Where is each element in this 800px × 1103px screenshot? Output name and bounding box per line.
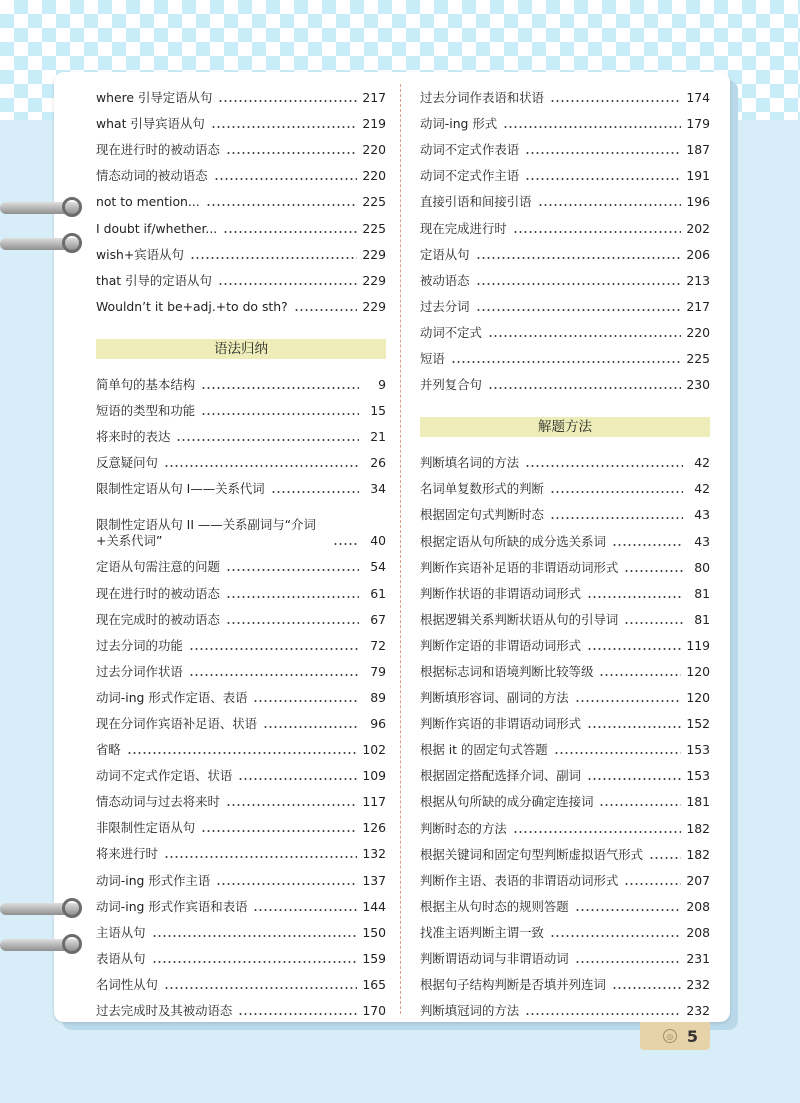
dot-leader (538, 204, 682, 206)
toc-entry-title: 现在进行时的被动语态 (96, 585, 220, 601)
toc-entry (420, 863, 710, 889)
toc-entry-title: 根据逻辑关系判断状语从句的引导词 (420, 611, 619, 627)
toc-entry-page: 80 (694, 559, 710, 575)
page-number-tab (640, 1022, 710, 1050)
toc-entry-title: 情态动词的被动语态 (96, 168, 208, 184)
toc-entry-page: 179 (686, 116, 710, 132)
toc-entry (96, 836, 386, 862)
toc-entry-title: 名词单复数形式的判断 (420, 481, 544, 497)
toc-entry (420, 184, 710, 210)
toc-entry-page: 54 (370, 559, 386, 575)
toc-entry-page: 217 (362, 90, 386, 106)
toc-entry (420, 132, 710, 158)
dot-leader (587, 648, 681, 650)
toc-entry-title: 并列复合句 (420, 377, 482, 393)
dot-leader (624, 883, 681, 885)
dot-leader (612, 544, 683, 546)
toc-entry-title: that 引导的定语从句 (96, 272, 212, 288)
toc-entry (420, 837, 710, 863)
toc-entry (420, 576, 710, 602)
dot-leader (152, 935, 358, 937)
dot-leader (333, 543, 359, 545)
toc-entry-title: 直接引语和间接引语 (420, 194, 532, 210)
dot-leader (214, 178, 358, 180)
toc-entry-page: 225 (362, 220, 386, 236)
binder-ring-1 (0, 197, 86, 219)
toc-entry-title: 简单句的基本结构 (96, 376, 196, 392)
toc-entry-title: where 引导定语从句 (96, 90, 213, 106)
toc-entry-title: 判断填冠词的方法 (420, 1003, 520, 1019)
dot-leader (152, 961, 358, 963)
dot-leader (238, 778, 357, 780)
toc-entry-page: 81 (694, 611, 710, 627)
toc-entry-title: 被动语态 (420, 272, 470, 288)
toc-entry (96, 602, 386, 628)
binder-ring-4 (0, 934, 86, 956)
toc-entry-page: 120 (686, 663, 710, 679)
toc-list-methods (420, 445, 710, 1019)
dot-leader (575, 961, 682, 963)
dot-leader (488, 335, 681, 337)
toc-entry-page: 61 (370, 585, 386, 601)
toc-entry-title: 限制性定语从句 II ——关系副词与“介词+关系代词” (96, 517, 316, 549)
toc-entry (96, 184, 386, 210)
toc-entry-title: 判断谓语动词与非谓语动词 (420, 951, 569, 966)
dot-leader (525, 152, 681, 154)
toc-entry (420, 158, 710, 184)
toc-entry-page: 109 (362, 768, 386, 784)
toc-entry-title: 找准主语判断主谓一致 (420, 924, 544, 940)
toc-entry (420, 654, 710, 680)
dot-leader (575, 700, 682, 702)
toc-entry-title: wish+宾语从句 (96, 246, 184, 262)
dot-leader (189, 674, 359, 676)
dot-leader (599, 804, 681, 806)
dot-leader (226, 596, 359, 598)
toc-entry-title: 根据关键词和固定句型判断虚拟语气形式 (420, 846, 644, 862)
toc-entry (96, 158, 386, 184)
toc-entry-title: 判断作宾语补足语的非谓语动词形式 (420, 559, 619, 575)
toc-entry-page: 137 (362, 872, 386, 888)
toc-entry-page: 89 (370, 689, 386, 705)
toc-entry-title: 根据句子结构判断是否填并列连词 (420, 977, 606, 993)
toc-entry-page: 26 (370, 455, 386, 471)
toc-entry (96, 289, 386, 315)
toc-entry-title: 动词-ing 形式作定语、表语 (96, 689, 248, 705)
toc-entry-title: 现在进行时的被动语态 (96, 142, 220, 158)
toc-entry-page: 42 (694, 455, 710, 471)
toc-entry (420, 106, 710, 132)
dot-leader (226, 804, 357, 806)
toc-entry-title: 名词性从句 (96, 976, 158, 992)
toc-entry (96, 419, 386, 445)
toc-entry (420, 941, 710, 967)
toc-entry-page: 67 (370, 611, 386, 627)
toc-entry (420, 497, 710, 523)
toc-entry-title: 动词-ing 形式作主语 (96, 872, 211, 888)
toc-entry (96, 393, 386, 419)
toc-entry-page: 208 (686, 898, 710, 914)
toc-entry (96, 784, 386, 810)
toc-entry (420, 628, 710, 654)
toc-entry-title: 非限制性定语从句 (96, 820, 196, 836)
toc-entry-page: 232 (686, 1003, 710, 1019)
dot-leader (550, 517, 683, 519)
toc-entry-title: 根据固定句式判断时态 (420, 507, 544, 523)
toc-entry-title: 现在完成时的被动语态 (96, 611, 220, 627)
toc-entry-page: 120 (686, 690, 710, 706)
toc-entry-page: 232 (686, 977, 710, 993)
toc-entry-title: 判断作主语、表语的非谓语动词形式 (420, 872, 619, 888)
toc-entry-page: 9 (378, 376, 386, 392)
toc-entry (96, 993, 386, 1019)
dot-leader (190, 257, 358, 259)
toc-entry (420, 732, 710, 758)
toc-entry (420, 967, 710, 993)
toc-entry-title: 动词不定式作表语 (420, 142, 520, 158)
toc-entry-page: 132 (362, 846, 386, 862)
toc-entry (420, 471, 710, 497)
toc-entry (96, 549, 386, 575)
toc-entry (420, 263, 710, 289)
dot-leader (587, 726, 681, 728)
toc-entry-page: 153 (686, 742, 710, 758)
binder-ring-3 (0, 898, 86, 920)
toc-entry-page: 196 (686, 194, 710, 210)
dot-leader (164, 465, 359, 467)
toc-entry (96, 862, 386, 888)
toc-entry-page: 187 (686, 142, 710, 158)
dot-leader (476, 283, 682, 285)
dot-leader (127, 752, 358, 754)
toc-entry-page: 43 (694, 507, 710, 523)
dot-leader (451, 361, 682, 363)
toc-entry-page: 229 (362, 298, 386, 314)
dot-leader (587, 596, 683, 598)
toc-entry (96, 132, 386, 158)
toc-entry-page: 206 (686, 246, 710, 262)
section-title-methods: 解题方法 (420, 417, 710, 437)
binder-ring-2 (0, 233, 86, 255)
toc-entry-title: 主语从句 (96, 924, 146, 940)
toc-list-left-top (96, 80, 386, 315)
toc-entry-title: 判断填名词的方法 (420, 455, 520, 471)
toc-entry-page: 72 (370, 637, 386, 653)
dot-leader (624, 622, 683, 624)
dot-leader (223, 231, 357, 233)
toc-entry-page: 150 (362, 924, 386, 940)
toc-entry-page: 40 (370, 533, 386, 549)
dot-leader (550, 935, 681, 937)
toc-entry (420, 810, 710, 836)
toc-entry-page: 231 (686, 951, 710, 966)
toc-entry (420, 680, 710, 706)
toc-entry-page: 219 (362, 116, 386, 132)
column-divider (400, 84, 401, 1014)
dot-leader (575, 909, 682, 911)
toc-entry-title: 动词-ing 形式作宾语和表语 (96, 898, 248, 914)
toc-entry-page: 220 (362, 168, 386, 184)
toc-entry (96, 967, 386, 993)
toc-entry-page: 213 (686, 272, 710, 288)
toc-entry-page: 174 (686, 90, 710, 106)
toc-entry-page: 159 (362, 950, 386, 966)
toc-entry (96, 367, 386, 393)
toc-entry-title: Wouldn’t it be+adj.+to do sth? (96, 298, 288, 314)
toc-entry-title: 定语从句需注意的问题 (96, 559, 220, 575)
toc-entry-title: 过去分词 (420, 298, 470, 314)
toc-entry (96, 237, 386, 263)
toc-entry-title: 限制性定语从句 I——关系代词 (96, 481, 265, 497)
toc-entry-page: 81 (694, 585, 710, 601)
dot-leader (513, 231, 682, 233)
toc-entry-page: 170 (362, 1003, 386, 1018)
dot-leader (206, 204, 358, 206)
toc-entry-title: 判断作定语的非谓语动词形式 (420, 637, 582, 653)
toc-entry (420, 445, 710, 471)
toc-entry (96, 654, 386, 680)
dot-leader (554, 752, 682, 754)
toc-entry (96, 758, 386, 784)
toc-entry (96, 889, 386, 915)
toc-entry (96, 445, 386, 471)
toc-entry-page: 102 (362, 742, 386, 758)
toc-entry-page: 220 (686, 324, 710, 340)
toc-entry (96, 263, 386, 289)
toc-entry-page: 182 (686, 820, 710, 836)
toc-entry-page: 225 (362, 194, 386, 210)
toc-entry-page: 117 (362, 794, 386, 810)
toc-entry-page: 165 (362, 976, 386, 992)
toc-entry-title: 判断时态的方法 (420, 820, 507, 836)
dot-leader (164, 987, 357, 989)
toc-entry-title: I doubt if/whether... (96, 220, 218, 236)
toc-entry-page: 42 (694, 481, 710, 497)
toc-entry-page: 230 (686, 377, 710, 393)
dot-leader (189, 648, 359, 650)
page-number: 5 (686, 1026, 698, 1046)
toc-entry-page: 21 (370, 429, 386, 445)
toc-entry-page: 220 (362, 142, 386, 158)
dot-leader (294, 309, 358, 311)
dot-leader (216, 883, 357, 885)
dot-leader (271, 491, 359, 493)
toc-entry (420, 706, 710, 732)
toc-entry-title: what 引导宾语从句 (96, 116, 205, 132)
dot-leader (218, 100, 357, 102)
toc-entry (420, 210, 710, 236)
dot-leader (587, 778, 681, 780)
toc-entry-title: 短语的类型和功能 (96, 403, 196, 419)
toc-entry (96, 210, 386, 236)
dot-leader (503, 126, 681, 128)
dot-leader (599, 674, 681, 676)
toc-entry-title: 过去分词的功能 (96, 637, 183, 653)
toc-entry-page: 153 (686, 768, 710, 784)
dot-leader (226, 622, 359, 624)
toc-entry-page: 15 (370, 403, 386, 419)
toc-entry (420, 550, 710, 576)
toc-entry (96, 497, 386, 549)
toc-entry (420, 315, 710, 341)
toc-entry-page: 144 (362, 898, 386, 914)
dot-leader (624, 570, 683, 572)
toc-list-grammar (96, 367, 386, 1019)
dot-leader (476, 309, 682, 311)
dot-leader (218, 283, 358, 285)
toc-entry-page: 217 (686, 298, 710, 314)
toc-entry-title: 反意疑问句 (96, 455, 158, 471)
toc-entry (420, 602, 710, 628)
toc-entry-page: 43 (694, 533, 710, 549)
dot-leader (513, 831, 682, 833)
toc-entry (420, 237, 710, 263)
toc-entry-title: 现在完成进行时 (420, 220, 507, 236)
toc-entry-page: 119 (686, 637, 710, 653)
toc-entry (420, 523, 710, 549)
toc-entry-title: 根据固定搭配选择介词、副词 (420, 768, 582, 784)
toc-entry-title: 根据定语从句所缺的成分选关系词 (420, 533, 606, 549)
toc-entry-title: 根据从句所缺的成分确定连接词 (420, 794, 594, 810)
toc-entry-page: 208 (686, 924, 710, 940)
toc-entry-title: 根据标志词和语境判断比较等级 (420, 663, 594, 679)
toc-entry (420, 341, 710, 367)
toc-entry (420, 758, 710, 784)
toc-entry (420, 80, 710, 106)
toc-entry-title: 判断作宾语的非谓语动词形式 (420, 716, 582, 732)
toc-entry (420, 367, 710, 393)
toc-entry-title: 判断填形容词、副词的方法 (420, 690, 569, 706)
dot-leader (263, 726, 359, 728)
toc-entry-title: 动词-ing 形式 (420, 116, 498, 132)
dot-leader (238, 1013, 357, 1015)
toc-entry (96, 732, 386, 758)
dot-leader (476, 257, 682, 259)
dot-leader (201, 413, 359, 415)
toc-entry-title: 动词不定式 (420, 324, 482, 340)
toc-entry-page: 225 (686, 351, 710, 367)
toc-entry-page: 182 (686, 846, 710, 862)
dot-leader (211, 126, 358, 128)
toc-entry (420, 784, 710, 810)
toc-entry-title: 过去分词作表语和状语 (420, 90, 544, 106)
toc-entry-title: 动词不定式作定语、状语 (96, 768, 233, 784)
toc-entry-page: 191 (686, 168, 710, 184)
toc-list-right-top (420, 80, 710, 393)
toc-entry (96, 810, 386, 836)
dot-leader (525, 1013, 681, 1015)
dot-leader (550, 100, 681, 102)
left-column (96, 80, 386, 1019)
dot-leader (488, 387, 681, 389)
dot-leader (525, 178, 681, 180)
toc-entry (96, 106, 386, 132)
toc-entry (96, 680, 386, 706)
dot-leader (226, 152, 357, 154)
toc-entry-title: 表语从句 (96, 950, 146, 966)
toc-entry-title: 短语 (420, 351, 445, 367)
toc-entry (420, 993, 710, 1019)
dot-leader (164, 856, 357, 858)
toc-entry (420, 889, 710, 915)
toc-entry-page: 181 (686, 794, 710, 810)
toc-entry-title: 情态动词与过去将来时 (96, 794, 220, 810)
toc-entry-page: 79 (370, 663, 386, 679)
toc-entry-title: 省略 (96, 742, 121, 758)
toc-entry-title: 将来进行时 (96, 846, 158, 862)
toc-entry-title: not to mention... (96, 194, 200, 210)
toc-entry-title: 判断作状语的非谓语动词形式 (420, 585, 582, 601)
dot-leader (649, 857, 681, 859)
toc-entry-page: 96 (370, 715, 386, 731)
toc-entry-page: 126 (362, 820, 386, 836)
toc-entry-title: 根据主从句时态的规则答题 (420, 898, 569, 914)
toc-entry-page: 152 (686, 716, 710, 732)
toc-entry-title: 将来时的表达 (96, 429, 171, 445)
toc-entry-page: 207 (686, 872, 710, 888)
toc-entry (96, 915, 386, 941)
toc-entry-title: 现在分词作宾语补足语、状语 (96, 715, 258, 731)
toc-entry (420, 915, 710, 941)
toc-entry (96, 628, 386, 654)
toc-entry-title: 过去分词作状语 (96, 663, 183, 679)
toc-entry-page: 229 (362, 246, 386, 262)
dot-leader (253, 700, 359, 702)
toc-entry-page: 202 (686, 220, 710, 236)
dot-leader (226, 569, 359, 571)
dot-leader (253, 909, 357, 911)
dot-leader (525, 465, 683, 467)
toc-entry-page: 34 (370, 481, 386, 497)
toc-entry-title: 动词不定式作主语 (420, 168, 520, 184)
dot-leader (612, 987, 681, 989)
dot-leader (201, 830, 357, 832)
toc-entry (420, 289, 710, 315)
right-column (420, 80, 710, 1019)
toc-entry (96, 941, 386, 967)
toc-entry (96, 80, 386, 106)
toc-entry-title: 定语从句 (420, 246, 470, 262)
toc-entry (96, 706, 386, 732)
section-title-grammar: 语法归纳 (96, 339, 386, 359)
logo-icon: ◎ (663, 1029, 677, 1043)
toc-entry (96, 471, 386, 497)
dot-leader (550, 491, 683, 493)
toc-entry-page: 229 (362, 272, 386, 288)
toc-entry-title: 根据 it 的固定句式答题 (420, 742, 548, 758)
toc-entry-title: 过去完成时及其被动语态 (96, 1003, 233, 1018)
toc-entry (96, 575, 386, 601)
dot-leader (201, 387, 359, 389)
dot-leader (176, 439, 359, 441)
